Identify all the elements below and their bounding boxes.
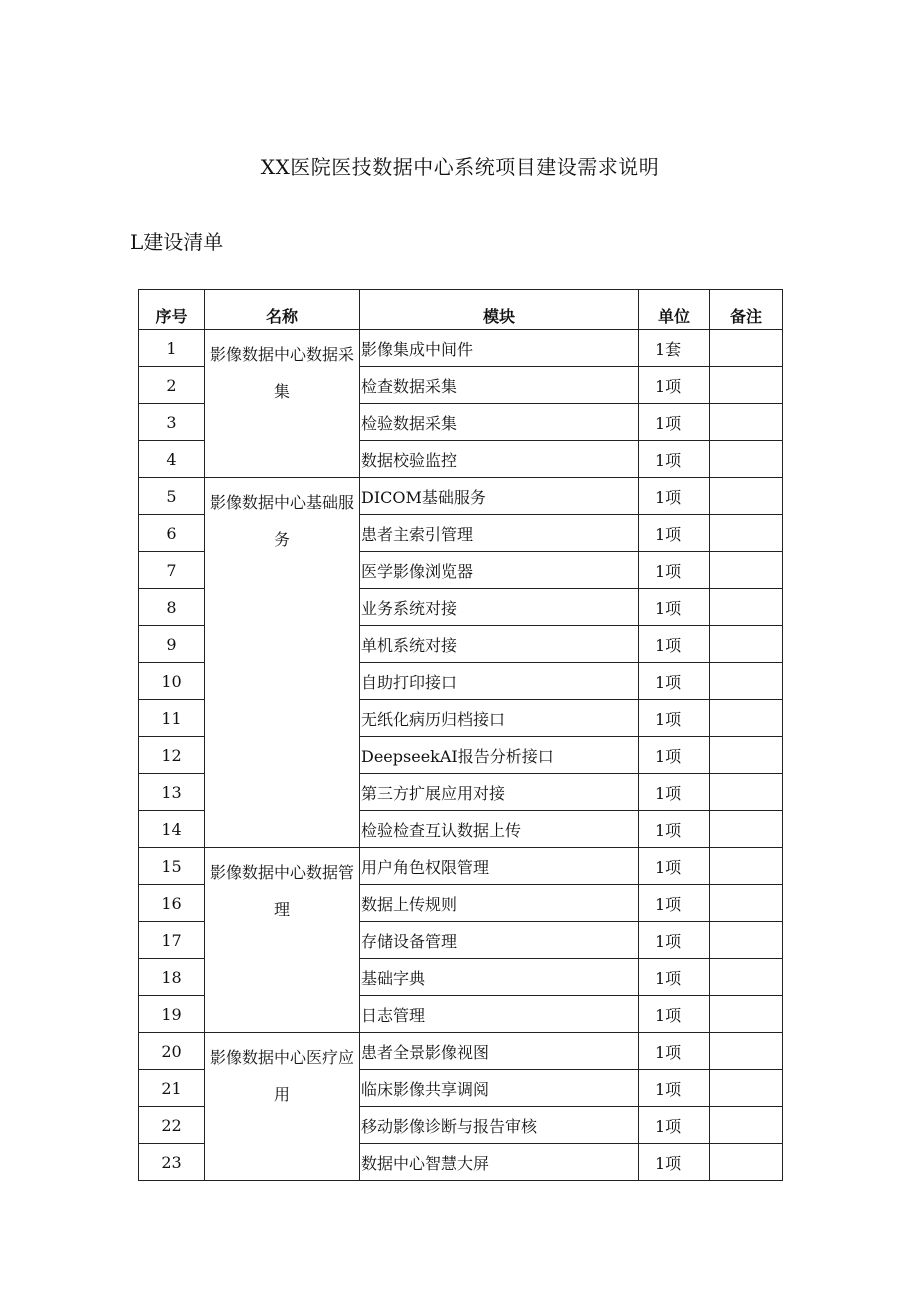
cell-name-group (205, 330, 360, 478)
cell-note (710, 478, 783, 515)
cell-note (710, 626, 783, 663)
cell-unit: 1项 (639, 922, 710, 959)
cell-note (710, 367, 783, 404)
cell-module: 医学影像浏览器 (360, 552, 639, 589)
cell-seq: 12 (139, 737, 205, 774)
cell-seq: 13 (139, 774, 205, 811)
cell-module: 检查数据采集 (360, 367, 639, 404)
cell-unit: 1项 (639, 404, 710, 441)
cell-note (710, 663, 783, 700)
cell-note (710, 589, 783, 626)
cell-module: 移动影像诊断与报告审核 (360, 1107, 639, 1144)
name-line: 影像数据中心数据采 (209, 345, 354, 364)
cell-unit: 1项 (639, 515, 710, 552)
name-line: 务 (273, 530, 290, 549)
cell-module: DICOM基础服务 (360, 478, 639, 515)
cell-unit: 1项 (639, 663, 710, 700)
cell-note (710, 441, 783, 478)
cell-module: 无纸化病历归档接口 (360, 700, 639, 737)
cell-unit: 1项 (639, 478, 710, 515)
cell-unit: 1套 (639, 330, 710, 367)
cell-seq: 3 (139, 404, 205, 441)
cell-module: 患者全景影像视图 (360, 1033, 639, 1070)
name-line: 影像数据中心医疗应 (209, 1048, 354, 1067)
cell-seq: 18 (139, 959, 205, 996)
cell-note (710, 515, 783, 552)
header-note: 备注 (710, 290, 783, 330)
cell-seq: 15 (139, 848, 205, 885)
table-header-row (139, 290, 783, 330)
cell-unit: 1项 (639, 1144, 710, 1181)
cell-seq: 11 (139, 700, 205, 737)
cell-note (710, 330, 783, 367)
cell-note (710, 922, 783, 959)
cell-module: 患者主索引管理 (360, 515, 639, 552)
cell-seq: 8 (139, 589, 205, 626)
cell-unit: 1项 (639, 737, 710, 774)
cell-name-group (205, 1033, 360, 1181)
cell-seq: 9 (139, 626, 205, 663)
header-module: 模块 (360, 290, 639, 330)
cell-seq: 4 (139, 441, 205, 478)
cell-note (710, 404, 783, 441)
cell-unit: 1项 (639, 367, 710, 404)
cell-note (710, 848, 783, 885)
cell-unit: 1项 (639, 885, 710, 922)
cell-note (710, 552, 783, 589)
cell-note (710, 737, 783, 774)
cell-seq: 16 (139, 885, 205, 922)
cell-module: 第三方扩展应用对接 (360, 774, 639, 811)
cell-seq: 7 (139, 552, 205, 589)
cell-note (710, 1033, 783, 1070)
cell-note (710, 959, 783, 996)
cell-module: 检验检查互认数据上传 (360, 811, 639, 848)
cell-module: 业务系统对接 (360, 589, 639, 626)
name-line: 集 (273, 382, 290, 401)
cell-seq: 2 (139, 367, 205, 404)
cell-module: 影像集成中间件 (360, 330, 639, 367)
table-body (139, 330, 783, 1181)
construction-list-table (138, 289, 783, 1181)
table-row (139, 330, 783, 367)
cell-name-group (205, 848, 360, 1033)
cell-seq: 1 (139, 330, 205, 367)
cell-seq: 23 (139, 1144, 205, 1181)
cell-unit: 1项 (639, 700, 710, 737)
cell-module: 自助打印接口 (360, 663, 639, 700)
cell-module: 基础字典 (360, 959, 639, 996)
header-name: 名称 (205, 290, 360, 330)
cell-unit: 1项 (639, 774, 710, 811)
cell-module: 检验数据采集 (360, 404, 639, 441)
table-row (139, 1033, 783, 1070)
cell-module: 用户角色权限管理 (360, 848, 639, 885)
cell-unit: 1项 (639, 848, 710, 885)
cell-unit: 1项 (639, 996, 710, 1033)
cell-note (710, 1070, 783, 1107)
cell-note (710, 1144, 783, 1181)
cell-note (710, 996, 783, 1033)
cell-unit: 1项 (639, 626, 710, 663)
cell-module: DeepseekAI报告分析接口 (360, 737, 639, 774)
cell-module: 临床影像共享调阅 (360, 1070, 639, 1107)
cell-note (710, 885, 783, 922)
cell-unit: 1项 (639, 959, 710, 996)
name-line: 理 (273, 900, 290, 919)
cell-module: 单机系统对接 (360, 626, 639, 663)
header-seq: 序号 (139, 290, 205, 330)
cell-unit: 1项 (639, 1033, 710, 1070)
table-row (139, 848, 783, 885)
cell-unit: 1项 (639, 589, 710, 626)
cell-note (710, 700, 783, 737)
cell-module: 数据上传规则 (360, 885, 639, 922)
name-line: 用 (273, 1085, 290, 1104)
cell-unit: 1项 (639, 441, 710, 478)
cell-seq: 14 (139, 811, 205, 848)
name-line: 影像数据中心基础服 (209, 493, 354, 512)
table-row (139, 478, 783, 515)
cell-module: 数据中心智慧大屏 (360, 1144, 639, 1181)
cell-seq: 5 (139, 478, 205, 515)
cell-unit: 1项 (639, 552, 710, 589)
cell-unit: 1项 (639, 1070, 710, 1107)
cell-seq: 17 (139, 922, 205, 959)
cell-note (710, 811, 783, 848)
cell-seq: 19 (139, 996, 205, 1033)
cell-module: 存储设备管理 (360, 922, 639, 959)
cell-module: 数据校验监控 (360, 441, 639, 478)
cell-unit: 1项 (639, 1107, 710, 1144)
cell-note (710, 774, 783, 811)
section-heading: L建设清单 (130, 230, 224, 254)
cell-seq: 20 (139, 1033, 205, 1070)
cell-seq: 6 (139, 515, 205, 552)
name-line: 影像数据中心数据管 (209, 863, 354, 882)
header-unit: 单位 (639, 290, 710, 330)
cell-unit: 1项 (639, 811, 710, 848)
cell-name-group (205, 478, 360, 848)
cell-seq: 22 (139, 1107, 205, 1144)
cell-seq: 10 (139, 663, 205, 700)
cell-module: 日志管理 (360, 996, 639, 1033)
cell-note (710, 1107, 783, 1144)
document-title: XX医院医技数据中心系统项目建设需求说明 (260, 155, 660, 179)
cell-seq: 21 (139, 1070, 205, 1107)
